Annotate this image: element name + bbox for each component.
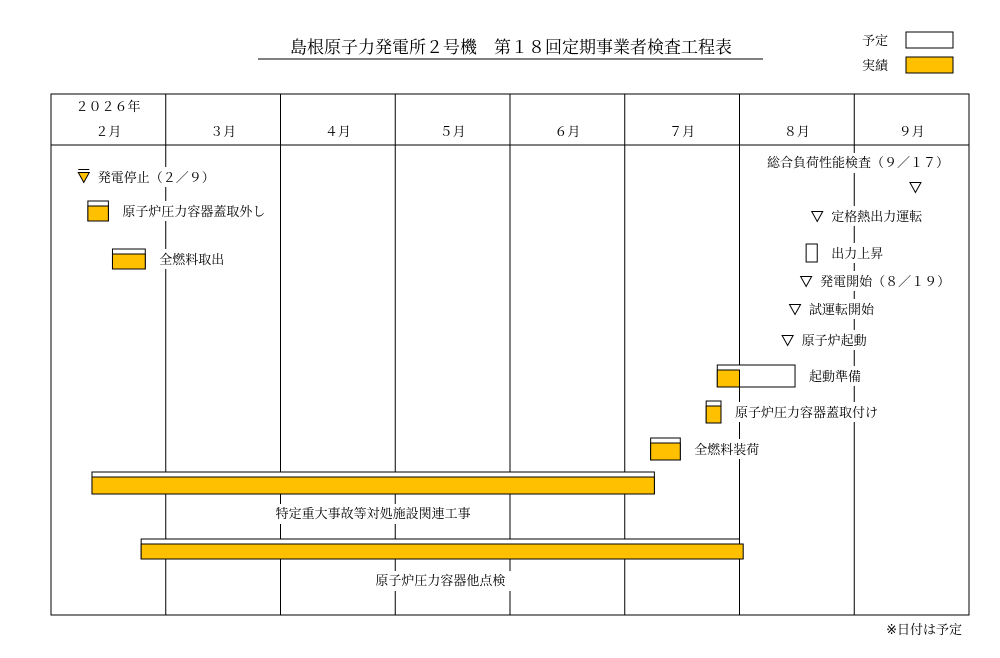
generation-start-label: 発電開始（８／１９）: [820, 275, 951, 290]
task-layer: [78, 153, 954, 591]
lid-removal-actual-bar: [88, 206, 108, 221]
month-label: ８月: [783, 125, 810, 140]
final-inspection-label: 総合負荷性能検査（９／１７）: [766, 156, 950, 171]
power-ascension-planned-bar: [806, 244, 817, 262]
fuel-load-actual-bar: [651, 443, 681, 460]
shutdown-label: 発電停止（２／９）: [97, 171, 215, 186]
year-label: ２０２６年: [75, 100, 141, 115]
rpv-inspect-actual-bar: [141, 544, 743, 559]
generation-start-milestone-marker: [801, 277, 812, 287]
power-ascension-label: 出力上昇: [831, 247, 884, 262]
month-label: ７月: [669, 125, 696, 140]
month-label: ２月: [95, 125, 122, 140]
legend-actual-label: 実績: [861, 59, 888, 74]
reactor-start-label: 原子炉起動: [801, 334, 867, 349]
shutdown-milestone-marker: [78, 173, 89, 183]
month-label: ５月: [439, 125, 466, 140]
fuel-unload-actual-bar: [112, 254, 145, 269]
legend-planned-label: 予定: [861, 34, 888, 49]
fuel-load-label: 全燃料装荷: [694, 443, 760, 458]
rpv-inspect-label: 原子炉圧力容器他点検: [375, 574, 506, 589]
startup-prep-label: 起動準備: [809, 370, 862, 385]
reactor-start-milestone-marker: [782, 336, 793, 346]
footnote: ※日付は予定: [886, 623, 962, 638]
lid-removal-label: 原子炉圧力容器蓋取外し: [122, 205, 266, 220]
sa-works-label: 特定重大事故等対処施設関連工事: [275, 507, 471, 522]
lid-install-actual-bar: [706, 406, 721, 423]
final-inspection-milestone-marker: [910, 183, 921, 193]
month-label: ９月: [898, 125, 925, 140]
fuel-unload-label: 全燃料取出: [159, 253, 225, 268]
rated-thermal-label: 定格熱出力運転: [831, 210, 923, 225]
month-label: ６月: [554, 125, 581, 140]
sa-works-actual-bar: [92, 477, 654, 494]
month-label: ３月: [210, 125, 237, 140]
startup-prep-actual-bar: [717, 370, 739, 387]
lid-install-label: 原子炉圧力容器蓋取付け: [734, 406, 879, 421]
rated-thermal-milestone-marker: [812, 212, 823, 222]
legend-planned-swatch: [906, 32, 953, 48]
month-label: ４月: [324, 125, 351, 140]
trial-run-milestone-marker: [790, 305, 801, 315]
legend-actual-swatch: [906, 57, 953, 73]
page-title: 島根原子力発電所２号機 第１８回定期事業者検査工程表: [290, 38, 732, 58]
trial-run-label: 試運転開始: [809, 303, 875, 318]
